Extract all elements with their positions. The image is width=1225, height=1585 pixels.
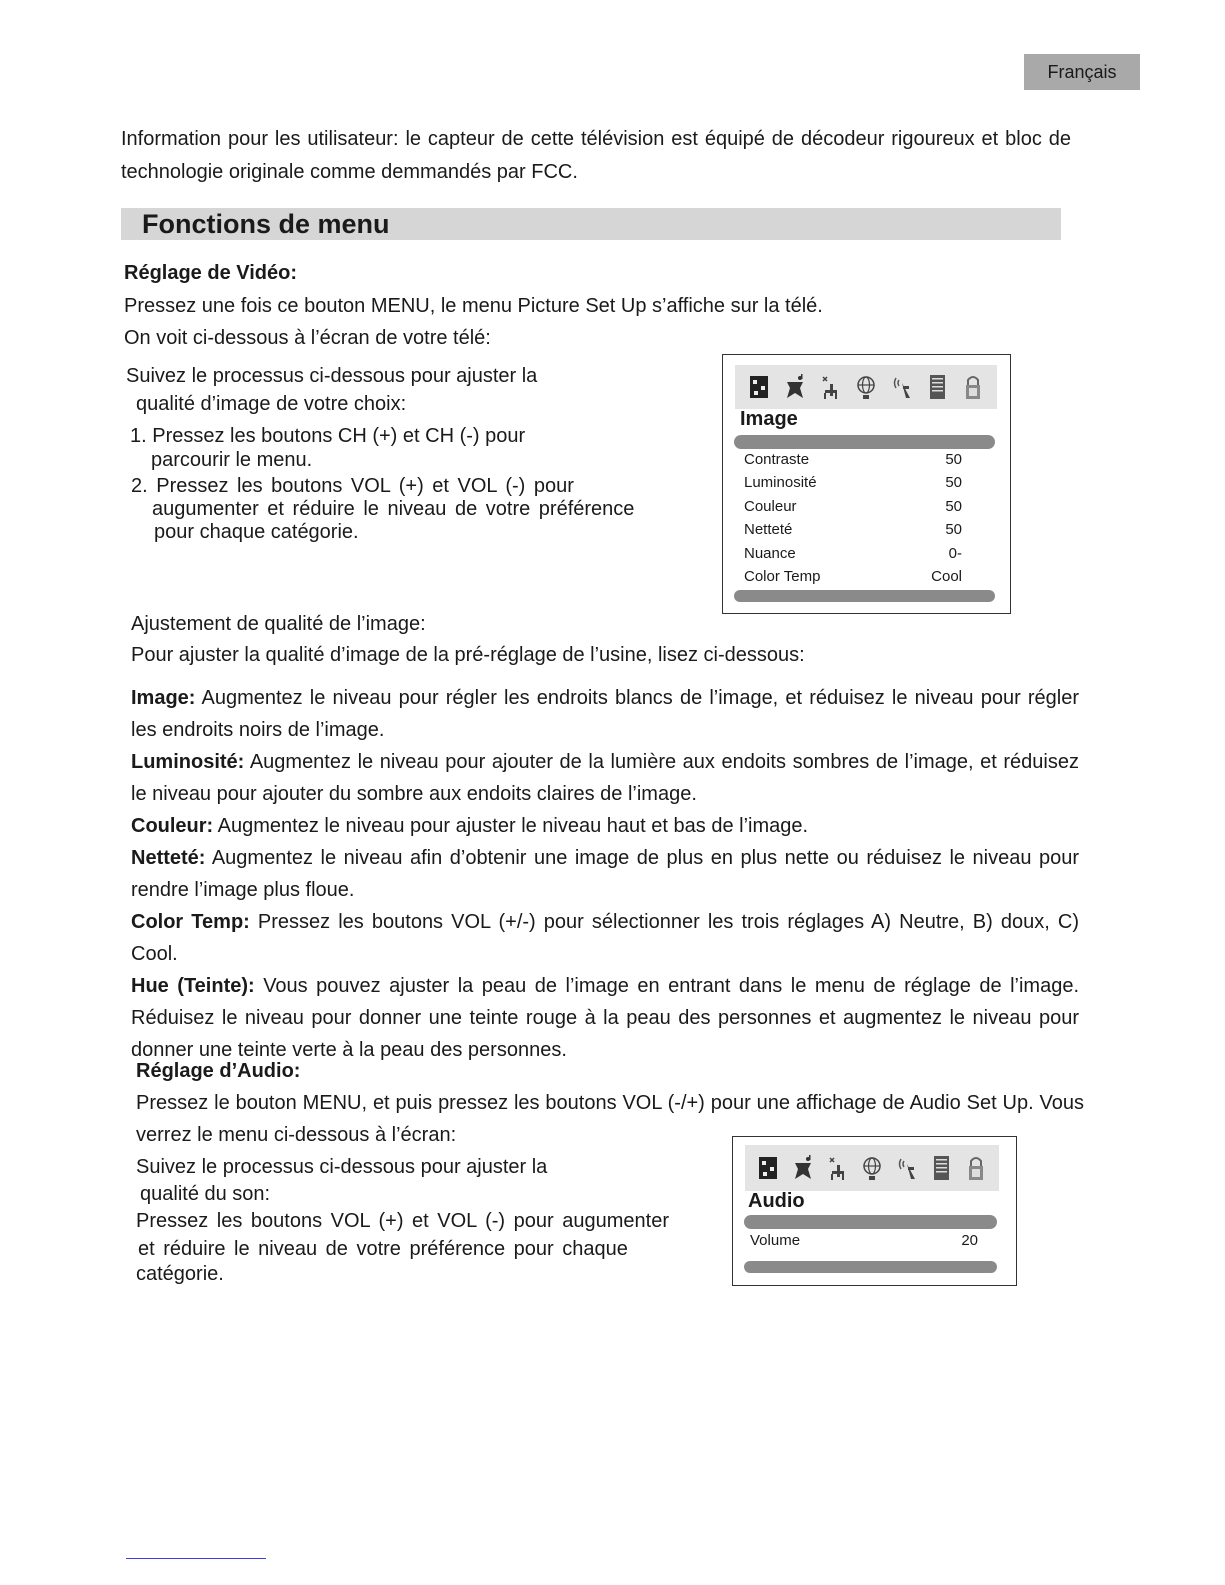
video-step-1a: 1. Pressez les boutons CH (+) et CH (-) pour xyxy=(130,425,526,447)
antenna-icon xyxy=(895,1153,919,1183)
menu-row-label: Color Temp xyxy=(744,568,821,585)
globe-icon xyxy=(860,1153,884,1183)
menu-bottom-bar xyxy=(744,1261,997,1273)
menu-row[interactable] xyxy=(744,474,962,491)
audio-step-b: et réduire le niveau de votre préférence pour chaque xyxy=(138,1238,628,1260)
video-line-1: Pressez une fois ce bouton MENU, le menu Picture Set Up s’affiche sur la télé. xyxy=(124,295,823,317)
menu-bottom-bar xyxy=(734,590,995,602)
menu-row[interactable] xyxy=(744,568,962,585)
settings-icon xyxy=(818,372,842,402)
menu-top-bar xyxy=(734,435,995,449)
audio-step-c: catégorie. xyxy=(136,1263,224,1285)
audio-icon xyxy=(783,372,807,402)
description-list xyxy=(131,682,1079,1066)
language-tab: Français xyxy=(1024,54,1140,90)
description-text: Vous pouvez ajuster la peau de l’image en entrant dans le menu de réglage de l’image. Réduisez le niveau pour donner une teinte rouge à la peau des personnes et augmentez le niveau pour donner une teinte verte à la peau des personnes. xyxy=(131,975,1079,1061)
description-text: Augmentez le niveau afin d’obtenir une image de plus en plus nette ou réduisez le niveau pour rendre l’image plus floue. xyxy=(131,847,1079,901)
picture-menu-screen xyxy=(722,354,1011,614)
menu-row-label: Luminosité xyxy=(744,474,817,492)
menu-icon-bar xyxy=(745,1145,999,1191)
menu-row[interactable] xyxy=(750,1232,978,1249)
footer-line xyxy=(126,1558,266,1559)
settings-icon xyxy=(825,1153,849,1183)
menu-row-label: Couleur xyxy=(744,497,797,515)
guide-icon xyxy=(925,372,949,402)
antenna-icon xyxy=(890,372,914,402)
video-step-2c: pour chaque catégorie. xyxy=(154,521,359,543)
picture-menu-title: Image xyxy=(740,408,798,430)
menu-row-value: 0- xyxy=(948,544,962,562)
description-item xyxy=(131,746,1079,810)
menu-row[interactable] xyxy=(744,498,962,515)
description-text: Pressez les boutons VOL (+/-) pour sélectionner les trois réglages A) Neutre, B) doux, C) Cool. xyxy=(131,911,1080,965)
description-item xyxy=(131,810,1079,842)
description-text: Augmentez le niveau pour ajouter de la lumière aux endoits sombres de l’image, et réduisez le niveau pour ajouter du sombre aux endoits claires de l’image. xyxy=(131,751,1079,805)
menu-row-value: 50 xyxy=(945,451,962,468)
adjust-line-2: Pour ajuster la qualité d’image de la pré-réglage de l’usine, lisez ci-dessous: xyxy=(131,644,805,666)
description-item xyxy=(131,842,1079,906)
menu-row-value: 20 xyxy=(961,1232,978,1249)
menu-row-label: Nuance xyxy=(744,544,796,562)
audio-follow-2: qualité du son: xyxy=(140,1183,271,1205)
adjust-line-1: Ajustement de qualité de l’image: xyxy=(131,613,426,635)
description-term: Netteté: xyxy=(131,847,206,869)
video-follow-1: Suivez le processus ci-dessous pour ajuster la xyxy=(126,365,538,387)
description-term: Image: xyxy=(131,687,196,709)
audio-heading: Réglage d’Audio: xyxy=(136,1060,301,1082)
audio-paragraph: Pressez le bouton MENU, et puis pressez les boutons VOL (-/+) pour une affichage de Audio Set Up. Vous verrez le menu ci-dessous à l’écran: xyxy=(136,1092,1084,1146)
menu-row-label: Contraste xyxy=(744,451,810,468)
audio-icon xyxy=(791,1153,815,1183)
lock-icon xyxy=(964,1153,988,1183)
intro-paragraph: Information pour les utilisateur: le capteur de cette télévision est équipé de décodeur rigoureux et bloc de technologie originale comme demmandés par FCC. xyxy=(121,128,1071,183)
menu-row[interactable] xyxy=(744,545,962,562)
lock-icon xyxy=(961,372,985,402)
video-step-2a: 2. Pressez les boutons VOL (+) et VOL (-) pour xyxy=(131,475,574,497)
description-term: Luminosité: xyxy=(131,751,245,773)
audio-step-a: Pressez les boutons VOL (+) et VOL (-) pour augumenter xyxy=(136,1210,669,1232)
picture-icon xyxy=(756,1153,780,1183)
menu-row-value: 50 xyxy=(945,474,962,492)
menu-row-value: 50 xyxy=(945,521,962,539)
description-term: Hue (Teinte): xyxy=(131,975,255,997)
description-item xyxy=(131,970,1079,1066)
audio-follow-1: Suivez le processus ci-dessous pour ajuster la xyxy=(136,1156,548,1178)
picture-icon xyxy=(747,372,771,402)
description-item xyxy=(131,906,1079,970)
video-heading: Réglage de Vidéo: xyxy=(124,262,298,284)
description-item xyxy=(131,682,1079,746)
description-text: Augmentez le niveau pour régler les endroits blancs de l’image, et réduisez le niveau pour régler les endroits noirs de l’image. xyxy=(131,687,1079,741)
description-term: Couleur: xyxy=(131,815,214,837)
video-follow-2: qualité d’image de votre choix: xyxy=(136,393,407,415)
audio-menu-title: Audio xyxy=(748,1190,805,1212)
menu-row[interactable] xyxy=(744,521,962,538)
menu-row[interactable] xyxy=(744,451,962,468)
video-step-1b: parcourir le menu. xyxy=(151,449,313,471)
section-title: Fonctions de menu xyxy=(121,208,1061,240)
menu-row-label: Volume xyxy=(750,1232,801,1249)
video-step-2b: augumenter et réduire le niveau de votre préférence xyxy=(152,498,635,520)
description-text: Augmentez le niveau pour ajuster le niveau haut et bas de l’image. xyxy=(213,815,809,837)
video-line-2: On voit ci-dessous à l’écran de votre télé: xyxy=(124,327,491,349)
description-term: Color Temp: xyxy=(131,911,250,933)
globe-icon xyxy=(854,372,878,402)
guide-icon xyxy=(929,1153,953,1183)
menu-row-label: Netteté xyxy=(744,521,793,539)
menu-top-bar xyxy=(744,1215,997,1229)
menu-icon-bar xyxy=(735,365,997,409)
menu-row-value: 50 xyxy=(945,497,962,515)
menu-row-value: Cool xyxy=(931,568,962,585)
audio-menu-screen xyxy=(732,1136,1017,1286)
